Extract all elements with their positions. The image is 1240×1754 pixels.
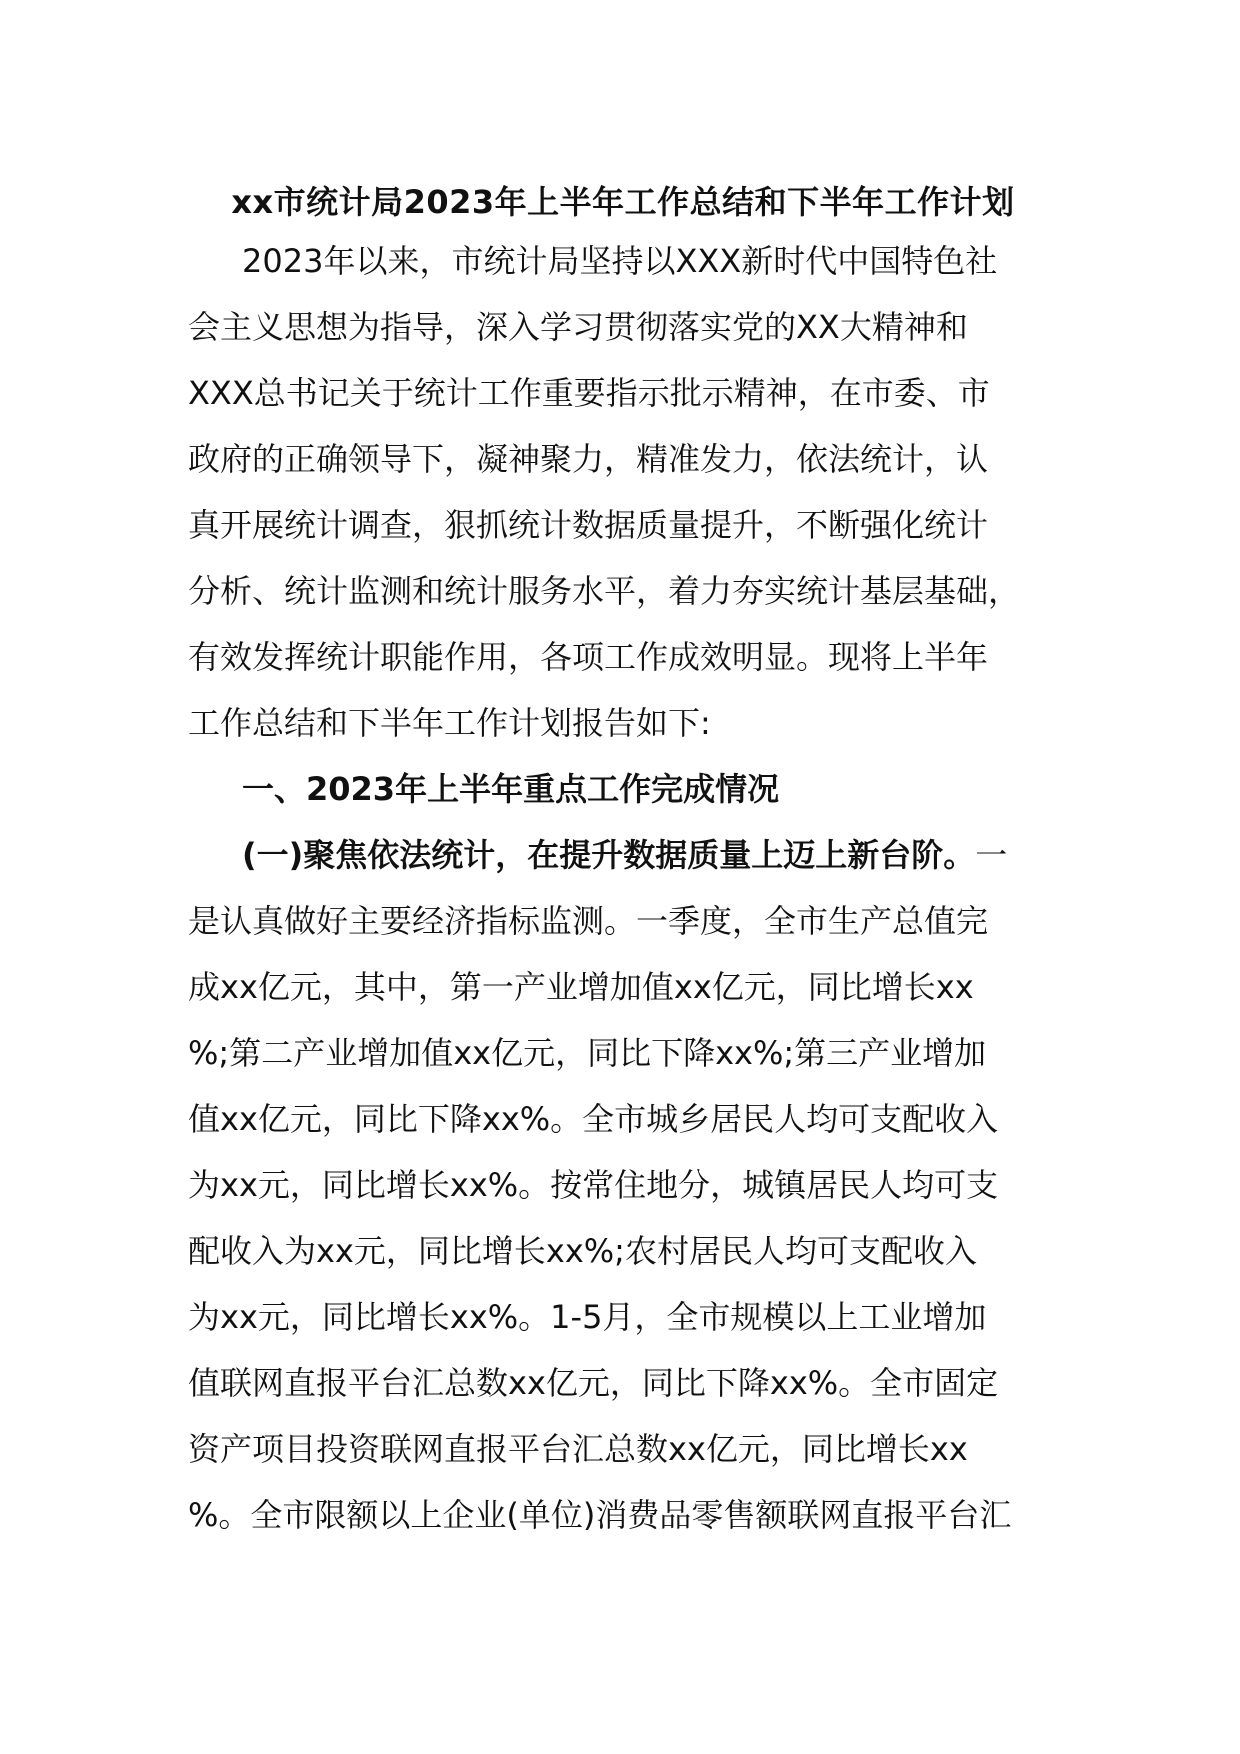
intro-paragraph [188, 228, 1058, 756]
text-line: 有效发挥统计职能作用，各项工作成效明显。现将上半年 [188, 638, 989, 676]
document-title: xx市统计局2023年上半年工作总结和下半年工作计划 [231, 183, 1015, 221]
text-line: %;第二产业增加值xx亿元，同比下降xx%;第三产业增加 [188, 1034, 987, 1072]
text-line: 为xx元，同比增长xx%。1-5月，全市规模以上工业增加 [188, 1298, 987, 1336]
text-line: 资产项目投资联网直报平台汇总数xx亿元，同比增长xx [188, 1430, 968, 1468]
section-heading-paragraph [188, 756, 1058, 822]
subsection-first-line-tail: 一 [975, 836, 1008, 874]
subsection-heading: (一)聚焦依法统计，在提升数据质量上迈上新台阶。 [242, 836, 976, 874]
text-line: 政府的正确领导下，凝神聚力，精准发力，依法统计，认 [188, 440, 989, 478]
text-line: 工作总结和下半年工作计划报告如下: [188, 704, 711, 742]
text-line: 分析、统计监测和统计服务水平，着力夯实统计基层基础， [188, 572, 1021, 610]
text-line: 2023年以来，市统计局坚持以XXX新时代中国特色社 [242, 242, 998, 280]
subsection-first-line [188, 822, 1058, 888]
text-line: 是认真做好主要经济指标监测。一季度，全市生产总值完 [188, 902, 989, 940]
text-line: 真开展统计调查，狠抓统计数据质量提升，不断强化统计 [188, 506, 989, 544]
text-line: 值xx亿元，同比下降xx%。全市城乡居民人均可支配收入 [188, 1100, 999, 1138]
document-page [188, 178, 1058, 1548]
text-line: 为xx元，同比增长xx%。按常住地分，城镇居民人均可支 [188, 1166, 999, 1204]
subsection-paragraph [188, 822, 1058, 1548]
text-line: XXX总书记关于统计工作重要指示批示精神，在市委、市 [188, 374, 990, 412]
text-line: 值联网直报平台汇总数xx亿元，同比下降xx%。全市固定 [188, 1364, 999, 1402]
text-line: 会主义思想为指导，深入学习贯彻落实党的XX大精神和 [188, 308, 968, 346]
text-line: 配收入为xx元，同比增长xx%;农村居民人均可支配收入 [188, 1232, 977, 1270]
section-heading: 一、2023年上半年重点工作完成情况 [242, 770, 780, 808]
text-line: 成xx亿元，其中，第一产业增加值xx亿元，同比增长xx [188, 968, 974, 1006]
text-line: %。全市限额以上企业(单位)消费品零售额联网直报平台汇 [188, 1496, 1012, 1534]
